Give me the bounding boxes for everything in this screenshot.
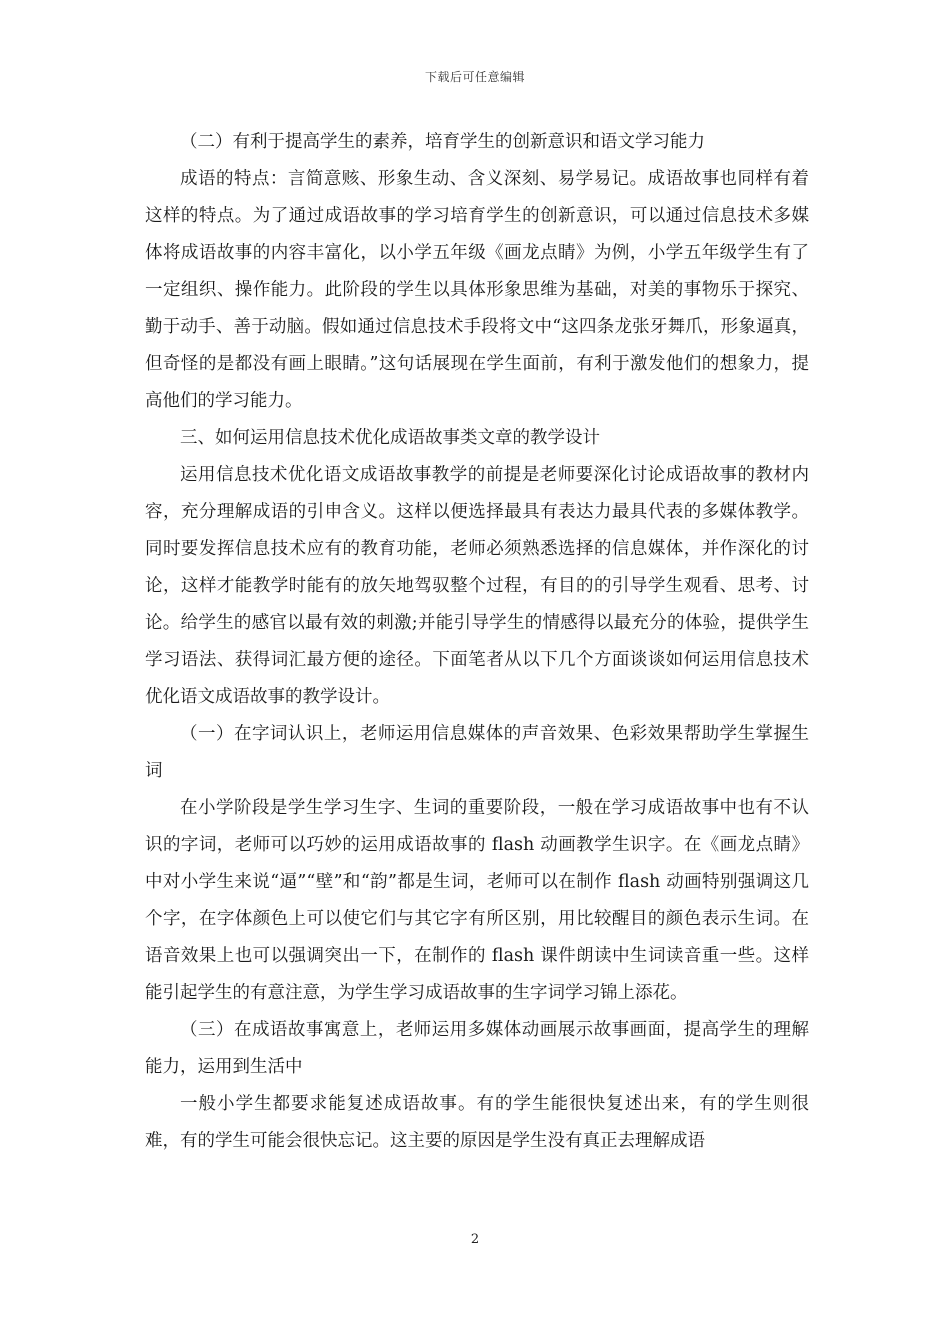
subsection-heading: （一）在字词认识上，老师运用信息媒体的声音效果、色彩效果帮助学生掌握生词 [145, 724, 809, 781]
body-paragraph: 在小学阶段是学生学习生字、生词的重要阶段，一般在学习成语故事中也有不认识的字词，老师可以巧妙的运用成语故事的 flash 动画教学生识字。在《画龙点睛》中对小学生来说“逼”“壁”和“韵”都是生词，老师可以在制作 flash 动画特别强调这几个字，在字体颜色上可以使它们与其它字有所区别，用比较醒目的颜色表示生词。在语音效果上也可以强调突出一下，在制作的 flash 课件朗读中生词读音重一些。这样能引起学生的有意注意，为学生学习成语故事的生字词学习锦上添花。 [145, 798, 809, 1003]
subsection-heading: （二）有利于提高学生的素养，培育学生的创新意识和语文学习能力 [180, 132, 705, 152]
page-header: 下载后可任意编辑 [424, 70, 525, 84]
body-paragraph: 一般小学生都要求能复述成语故事。有的学生能很快复述出来，有的学生则很难，有的学生可能会很快忘记。这主要的原因是学生没有真正去理解成语 [145, 1094, 809, 1151]
section-heading: 三、如何运用信息技术优化成语故事类文章的教学设计 [180, 428, 600, 448]
body-paragraph: 成语的特点：言简意赅、形象生动、含义深刻、易学易记。成语故事也同样有着这样的特点。为了通过成语故事的学习培育学生的创新意识，可以通过信息技术多媒体将成语故事的内容丰富化，以小学五年级《画龙点睛》为例，小学五年级学生有了一定组织、操作能力。此阶段的学生以具体形象思维为基础，对美的事物乐于探究、勤于动手、善于动脑。假如通过信息技术手段将文中“这四条龙张牙舞爪，形象逼真，但奇怪的是都没有画上眼睛。”这句话展现在学生面前，有利于激发他们的想象力，提高他们的学习能力。 [145, 169, 809, 411]
page-number: 2 [470, 1232, 480, 1247]
body-paragraph: 运用信息技术优化语文成语故事教学的前提是老师要深化讨论成语故事的教材内容，充分理解成语的引申含义。这样以便选择最具有表达力最具代表的多媒体教学。同时要发挥信息技术应有的教育功能，老师必须熟悉选择的信息媒体，并作深化的讨论，这样才能教学时能有的放矢地驾驭整个过程，有目的的引导学生观看、思考、讨论。给学生的感官以最有效的刺激;并能引导学生的情感得以最充分的体验，提供学生学习语法、获得词汇最方便的途径。下面笔者从以下几个方面谈谈如何运用信息技术优化语文成语故事的教学设计。 [145, 465, 809, 707]
document-body [145, 124, 809, 1160]
subsection-heading: （三）在成语故事寓意上，老师运用多媒体动画展示故事画面，提高学生的理解能力，运用到生活中 [145, 1020, 809, 1077]
